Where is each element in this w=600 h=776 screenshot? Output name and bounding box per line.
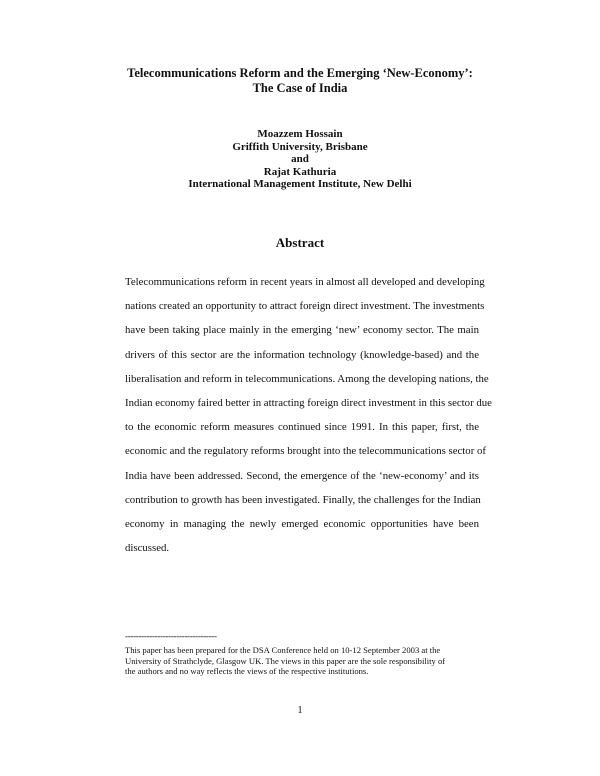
paper-title [0,66,600,96]
abstract-line: Telecommunications reform in recent years in almost all developed and developing [125,276,485,288]
author-block [0,128,600,191]
author-name: Rajat Kathuria [263,165,337,178]
author-name: Moazzem Hossain [257,128,343,140]
abstract-line: nations created an opportunity to attract foreign direct investment. The investments [125,300,485,313]
author-conjunction: and [291,153,309,165]
abstract-line: economy in managing the newly emerged economic opportunities have been [125,518,479,531]
abstract-line: have been taking place mainly in the emerging ‘new’ economy sector. The main [125,324,479,337]
footnote-separator: ---------------------------------- [125,631,217,641]
abstract-line: liberalisation and reform in telecommunications. Among the developing nations, the [125,372,489,385]
footnote-line: the authors and no way reflects the views of the respective institutions. [125,666,369,676]
footnote [125,645,481,677]
abstract-body [125,270,492,560]
abstract-line: contribution to growth has been investigated. Finally, the challenges for the Indian [125,493,481,506]
title-line-1: Telecommunications Reform and the Emerging ‘New-Economy’: [127,66,473,80]
author-affiliation: International Management Institute, New Delhi [188,178,412,190]
abstract-line: discussed. [125,542,170,555]
title-line-2: The Case of India [252,81,348,95]
footnote-line: University of Strathclyde, Glasgow UK. The views in this paper are the sole responsibility of [125,655,446,666]
abstract-line: India have been addressed. Second, the emergence of the ‘new-economy’ and its [125,469,479,482]
abstract-line: drivers of this sector are the information technology (knowledge-based) and the [125,348,479,361]
abstract-line: to the economic reform measures continued since 1991. In this paper, first, the [125,421,479,434]
page-number: 1 [297,705,303,716]
abstract-line: economic and the regulatory reforms brought into the telecommunications sector of [125,445,486,458]
abstract-line: Indian economy faired better in attracting foreign direct investment in this sector due [125,397,492,410]
abstract-heading: Abstract [275,235,325,250]
author-affiliation: Griffith University, Brisbane [232,140,368,153]
footnote-line: This paper has been prepared for the DSA Conference held on 10-12 September 2003 at the [125,645,441,655]
